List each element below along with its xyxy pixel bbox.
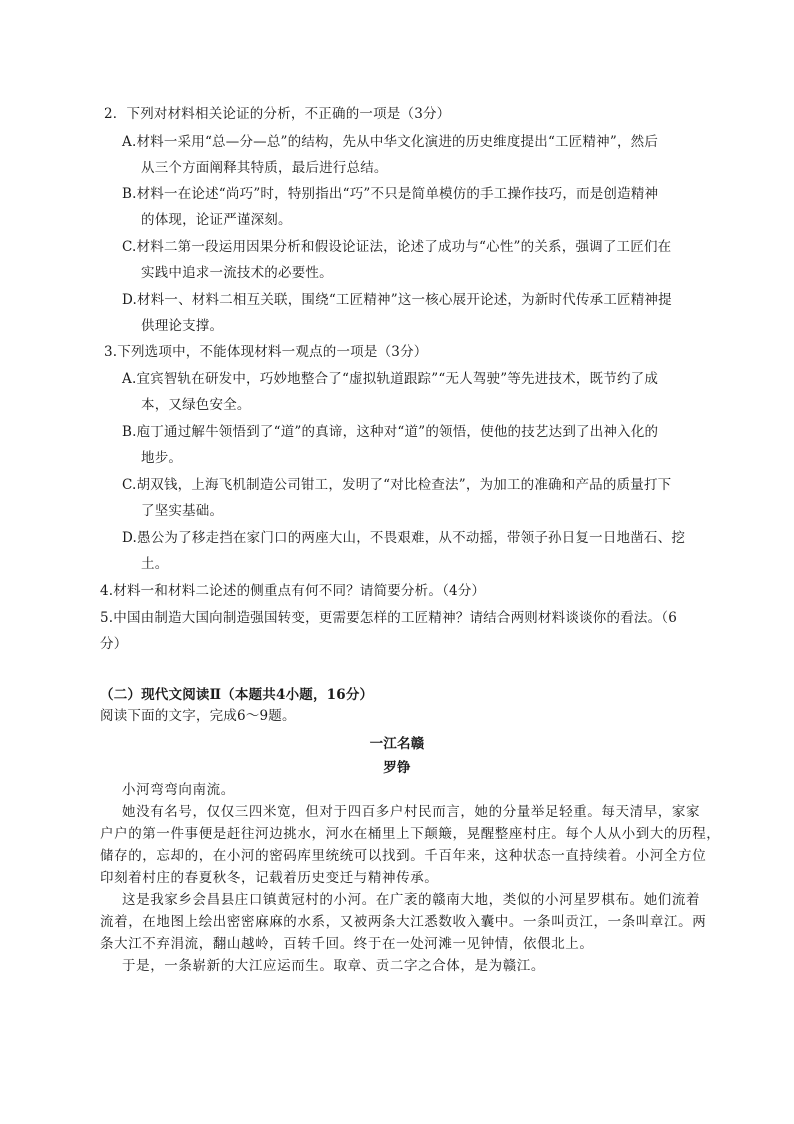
- q3-option-a-line1: A.宜宾智轨在研发中，巧妙地整合了“虚拟轨道跟踪”“无人驾驶”等先进技术，既节约了成: [122, 371, 659, 387]
- q4-stem: 4.材料一和材料二论述的侧重点有何不同？请简要分析。（4分）: [100, 583, 486, 599]
- q2-option-d-line1: D.材料一、材料二相互关联，围绕“工匠精神”这一核心展开论述，为新时代传承工匠精神提: [122, 292, 672, 308]
- article-paragraph-2-line1: 她没有名号，仅仅三四米宽，但对于四百多户村民而言，她的分量举足轻重。每天清早，家家: [122, 804, 701, 820]
- q3-option-c-line1: C.胡双钱，上海飞机制造公司钳工，发明了“对比检查法”，为加工的准确和产品的质量打下: [122, 477, 672, 493]
- q3-option-b-line2: 地步。: [141, 450, 183, 466]
- section-instruction: 阅读下面的文字，完成6～9题。: [100, 708, 296, 724]
- q2-option-b-line2: 的体现，论证严谨深刻。: [141, 212, 292, 228]
- q5-stem-line1: 5.中国由制造大国向制造强国转变，更需要怎样的工匠精神？请结合两则材料谈谈你的看法。（6: [100, 610, 678, 626]
- article-paragraph-2-line4: 印刻着村庄的春夏秋冬，记载着历史变迁与精神传承。: [100, 870, 439, 886]
- article-paragraph-3-line2: 流着，在地图上绘出密密麻麻的水系，又被两条大江悉数收入囊中。一条叫贡江，一条叫章江。两: [100, 914, 707, 930]
- q2-stem: 2．下列对材料相关论证的分析，不正确的一项是（3分）: [104, 106, 451, 122]
- article-paragraph-1: 小河弯弯向南流。: [122, 782, 235, 798]
- q5-stem-line2: 分）: [100, 636, 128, 652]
- article-paragraph-3-line3: 条大江不弃涓流，翻山越岭，百转千回。终于在一处河滩一见钟情，依偎北上。: [100, 936, 594, 952]
- q3-option-d-line2: 土。: [141, 556, 169, 572]
- article-paragraph-2-line2: 户户的第一件事便是赶往河边挑水，河水在桶里上下颠簸，晃醒整座村庄。每个人从小到大的历程，: [100, 826, 721, 842]
- q3-option-b-line1: B.庖丁通过解牛领悟到了“道”的真谛，这种对“道”的领悟，使他的技艺达到了出神入化的: [122, 424, 659, 440]
- q2-option-d-line2: 供理论支撑。: [141, 318, 224, 334]
- q3-option-d-line1: D.愚公为了移走挡在家门口的两座大山，不畏艰难，从不动摇，带领子孙日复一日地凿石、挖: [122, 530, 686, 546]
- q2-option-a-line2: 从三个方面阐释其特质，最后进行总结。: [141, 160, 388, 176]
- article-paragraph-4: 于是，一条崭新的大江应运而生。取章、贡二字之合体，是为赣江。: [122, 958, 545, 974]
- q3-option-c-line2: 了坚实基础。: [141, 503, 224, 519]
- q2-option-c-line1: C.材料二第一段运用因果分析和假设论证法，论述了成功与“心性”的关系，强调了工匠们在: [122, 239, 672, 255]
- article-paragraph-2-line3: 储存的，忘却的，在小河的密码库里统统可以找到。千百年来，这种状态一直持续着。小河全方位: [100, 848, 707, 864]
- q3-stem: 3.下列选项中，不能体现材料一观点的一项是（3分）: [104, 344, 428, 360]
- q2-option-c-line2: 实践中追求一流技术的必要性。: [141, 265, 333, 281]
- article-title: 一江名赣: [369, 736, 425, 752]
- q3-option-a-line2: 本，又绿色安全。: [141, 397, 251, 413]
- q2-option-b-line1: B.材料一在论述“尚巧”时，特别指出“巧”不只是简单模仿的手工操作技巧，而是创造精神: [122, 186, 659, 202]
- q2-option-a-line1: A.材料一采用“总—分—总”的结构，先从中华文化演进的历史维度提出“工匠精神”，然后: [122, 134, 659, 150]
- section-heading: （二）现代文阅读Ⅱ（本题共4小题，16分）: [100, 687, 374, 703]
- article-author: 罗铮: [383, 760, 411, 776]
- article-paragraph-3-line1: 这是我家乡会昌县庄口镇黄冠村的小河。在广袤的赣南大地，类似的小河星罗棋布。她们流着: [122, 892, 701, 908]
